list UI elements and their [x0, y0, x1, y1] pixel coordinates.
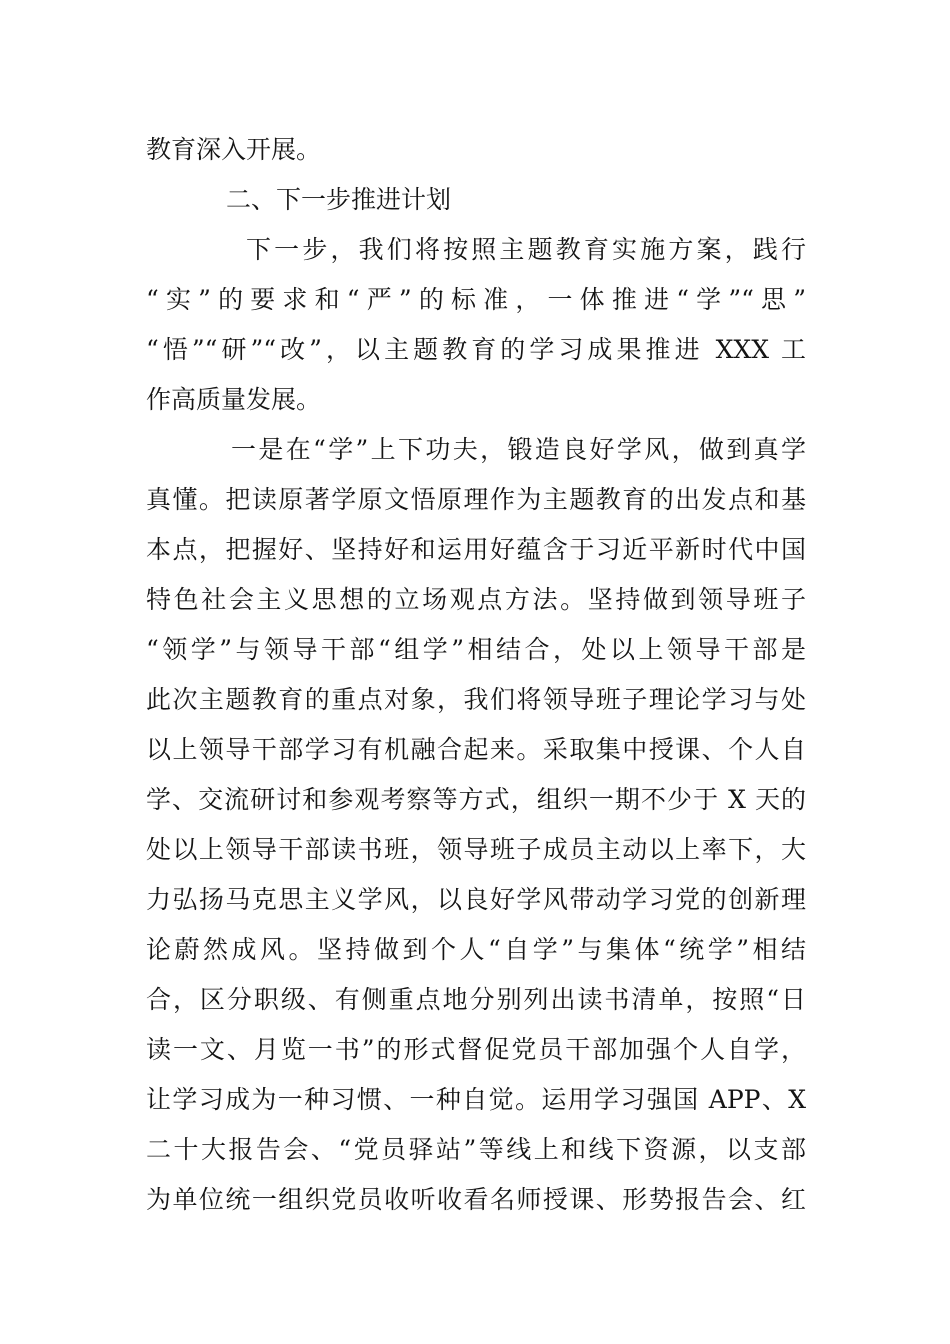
section-heading: 二、下一步推进计划 [226, 185, 452, 214]
text-line: 二十大报告会、“党员驿站”等线上和线下资源，以支部 [146, 1135, 806, 1164]
text-line: 让学习成为一种习惯、一种自觉。运用学习强国 APP、X [146, 1085, 806, 1114]
text-line: 作高质量发展。 [146, 385, 322, 414]
text-line: “悟”“研”“改”，以主题教育的学习成果推进 XXX 工 [146, 335, 806, 364]
text-line: “实”的要求和“严”的标准，一体推进“学”“思” [146, 285, 806, 314]
text-line: 合，区分职级、有侧重点地分别列出读书清单，按照“日 [146, 985, 806, 1014]
text-line: “领学”与领导干部“组学”相结合，处以上领导干部是 [146, 635, 806, 664]
text-line: 本点，把握好、坚持好和运用好蕴含于习近平新时代中国 [146, 535, 806, 564]
text-line: 论蔚然成风。坚持做到个人“自学”与集体“统学”相结 [146, 935, 806, 964]
text-line: 教育深入开展。 [146, 135, 322, 164]
text-line: 处以上领导干部读书班，领导班子成员主动以上率下，大 [146, 835, 806, 864]
text-line: 读一文、月览一书”的形式督促党员干部加强个人自学， [146, 1035, 806, 1064]
text-line: 下一步，我们将按照主题教育实施方案，践行 [246, 235, 806, 264]
text-line: 真懂。把读原著学原文悟原理作为主题教育的出发点和基 [146, 485, 806, 514]
text-line: 一是在“学”上下功夫，锻造良好学风，做到真学 [231, 435, 806, 464]
text-line: 为单位统一组织党员收听收看名师授课、形势报告会、红 [146, 1185, 806, 1214]
text-line: 特色社会主义思想的立场观点方法。坚持做到领导班子 [146, 585, 806, 614]
text-line: 此次主题教育的重点对象，我们将领导班子理论学习与处 [146, 685, 806, 714]
text-line: 学、交流研讨和参观考察等方式，组织一期不少于 X 天的 [146, 785, 806, 814]
text-line: 力弘扬马克思主义学风，以良好学风带动学习党的创新理 [146, 885, 806, 914]
text-line: 以上领导干部学习有机融合起来。采取集中授课、个人自 [146, 735, 806, 764]
